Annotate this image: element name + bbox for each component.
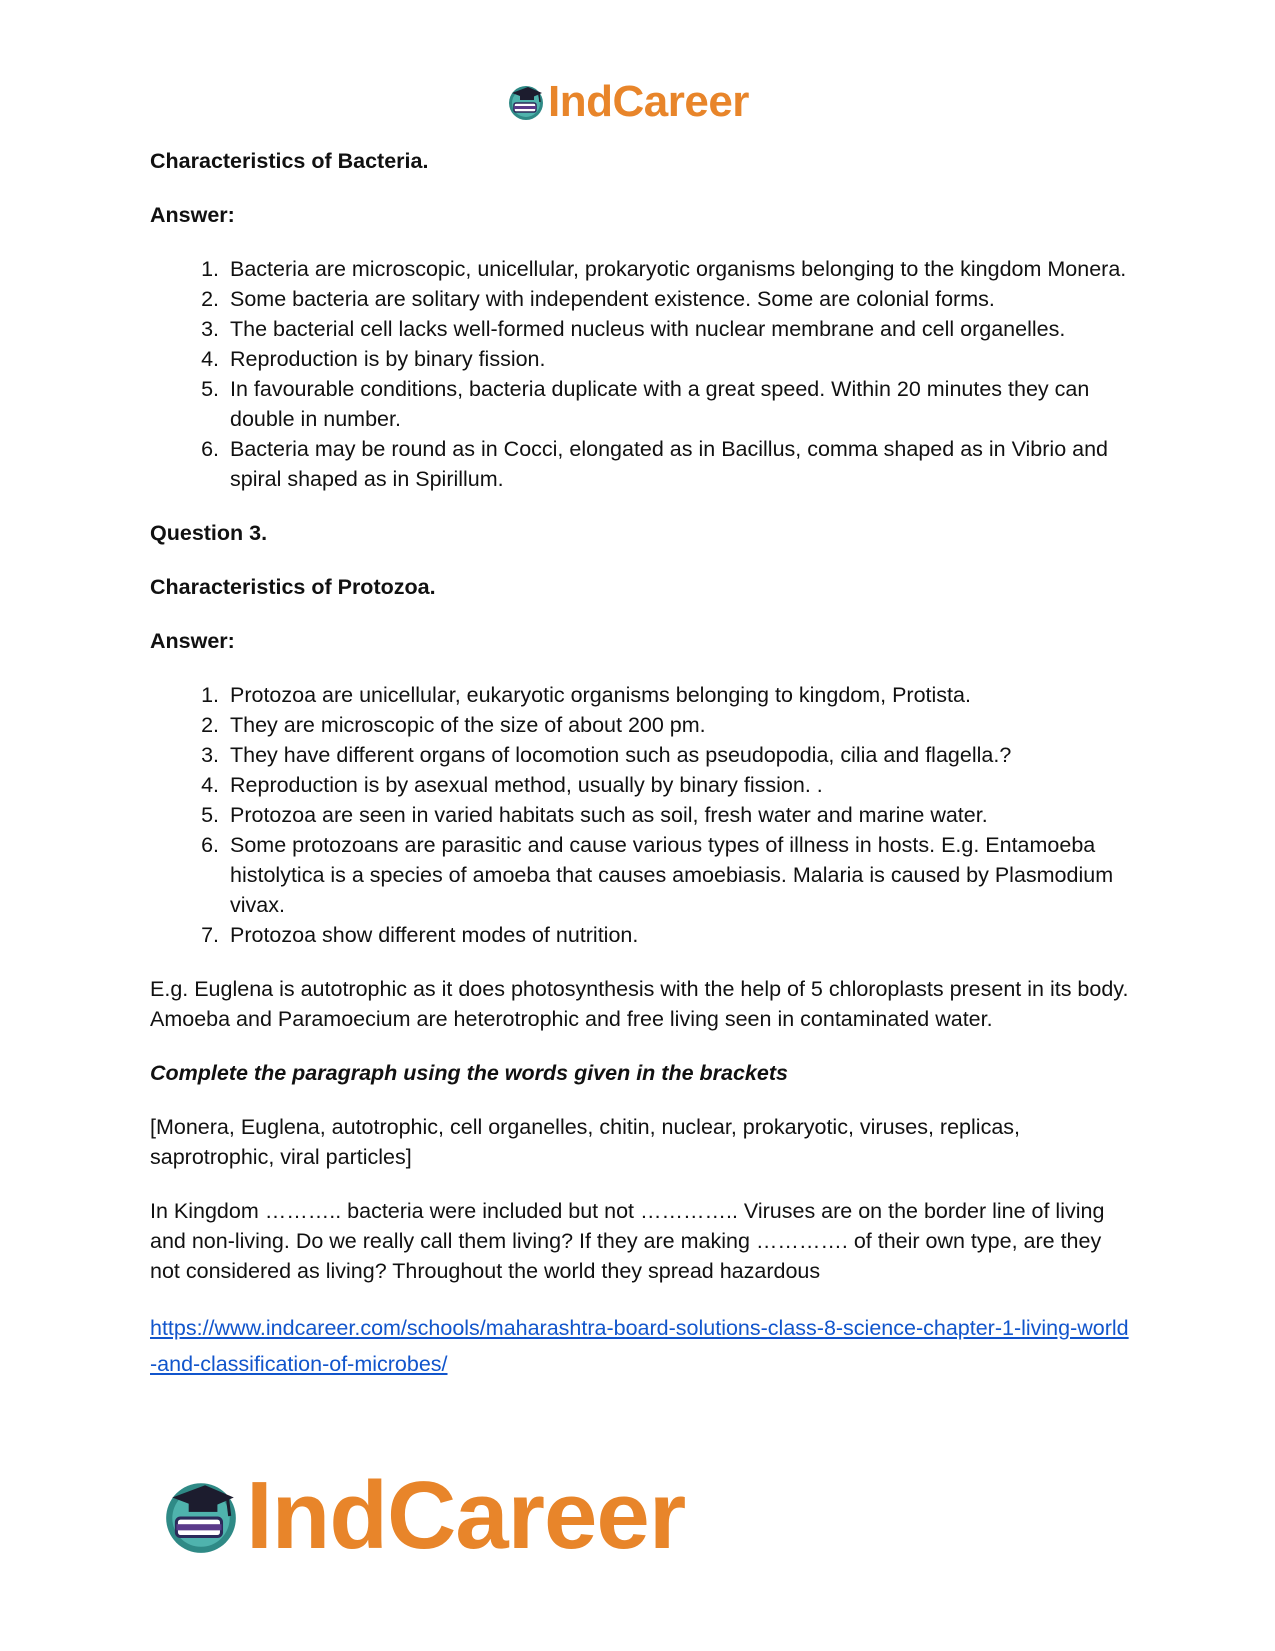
brand-wordmark: IndCareer [548, 77, 749, 126]
document-body [150, 146, 1130, 1382]
list-item: 6. Bacteria may be round as in Cocci, elongated as in Bacillus, comma shaped as in Vibrio and spiral shaped as in Spirillum. [225, 434, 1130, 494]
brand-wordmark: IndCareer [246, 1462, 686, 1569]
list-item: 1. Bacteria are microscopic, unicellular, prokaryotic organisms belonging to the kingdom Monera. [225, 254, 1130, 284]
bacteria-heading: Characteristics of Bacteria. [150, 149, 429, 173]
list-item: 4. Reproduction is by asexual method, usually by binary fission. . [225, 770, 1130, 800]
protozoa-heading: Characteristics of Protozoa. [150, 575, 436, 599]
footer-logo [160, 1462, 686, 1569]
graduation-cap-book-globe-icon [506, 82, 546, 122]
exercise-heading: Complete the paragraph using the words given in the brackets [150, 1061, 788, 1085]
list-item: 2. Some bacteria are solitary with independent existence. Some are colonial forms. [225, 284, 1130, 314]
list-item: 3. They have different organs of locomotion such as pseudopodia, cilia and flagella.? [225, 740, 1130, 770]
list-item: 4. Reproduction is by binary fission. [225, 344, 1130, 374]
source-link[interactable]: https://www.indcareer.com/schools/maharashtra-board-solutions-class-8-science-chapter-1-living-world-and-classification-of-microbes/ [150, 1316, 1129, 1376]
list-item: 6. Some protozoans are parasitic and cause various types of illness in hosts. E.g. Entamoeba histolytica is a species of amoeba that causes amoebiasis. Malaria is caused by Plasmodium vivax. [225, 830, 1130, 920]
list-item: 5. Protozoa are seen in varied habitats such as soil, fresh water and marine water. [225, 800, 1130, 830]
answer-label: Answer: [150, 629, 235, 653]
question-label: Question 3. [150, 521, 268, 545]
header-logo [506, 77, 749, 126]
list-item: 5. In favourable conditions, bacteria duplicate with a great speed. Within 20 minutes they can double in number. [225, 374, 1130, 434]
bacteria-list [150, 254, 1130, 494]
list-item: 7. Protozoa show different modes of nutrition. [225, 920, 1130, 950]
graduation-cap-book-globe-icon [160, 1475, 242, 1557]
fill-in-paragraph: In Kingdom ……….. bacteria were included but not ………….. Viruses are on the border line of living and non-living. Do we really call them living? If they are making …………. of their own type, are they not considered as living? Throughout the world they spread hazardous [150, 1199, 1105, 1283]
protozoa-list [150, 680, 1130, 950]
euglena-paragraph: E.g. Euglena is autotrophic as it does photosynthesis with the help of 5 chloroplasts present in its body. Amoeba and Paramoecium are heterotrophic and free living seen in contaminated water. [150, 977, 1129, 1031]
answer-label: Answer: [150, 203, 235, 227]
list-item: 2. They are microscopic of the size of about 200 pm. [225, 710, 1130, 740]
word-bank: [Monera, Euglena, autotrophic, cell organelles, chitin, nuclear, prokaryotic, viruses, replicas, saprotrophic, viral particles] [150, 1115, 1020, 1169]
list-item: 1. Protozoa are unicellular, eukaryotic organisms belonging to kingdom, Protista. [225, 680, 1130, 710]
list-item: 3. The bacterial cell lacks well-formed nucleus with nuclear membrane and cell organelles. [225, 314, 1130, 344]
